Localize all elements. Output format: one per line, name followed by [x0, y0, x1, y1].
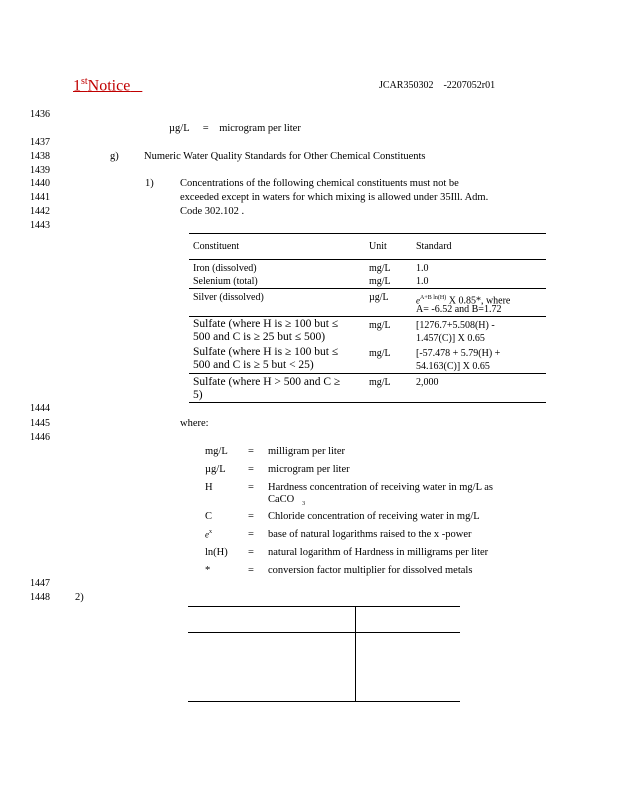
table-cell: 500 and C is ≥ 25 but ≤ 500) — [193, 331, 326, 343]
line-number: 1444 — [30, 403, 50, 414]
table-cell: 1.0 — [416, 263, 429, 274]
definition-term: H — [205, 482, 213, 493]
line-number: 1438 — [30, 151, 50, 162]
definition-eq: = — [248, 511, 254, 522]
table-rule — [189, 233, 546, 234]
table-cell: 2,000 — [416, 377, 439, 388]
table-cell: [-57.478 + 5.79(H) + — [416, 348, 501, 359]
table-cell: [1276.7+5.508(H) - — [416, 320, 495, 331]
table-cell: $e^{A+B ln(H)}$ X 0.85*, where — [416, 295, 511, 307]
where-label: where: — [180, 418, 209, 429]
definition-text: Chloride concentration of receiving water in mg/L — [268, 511, 480, 522]
definition-text: natural logarithm of Hardness in milligrams per liter — [268, 547, 489, 558]
table-cell: 54.163(C)] X 0.65 — [416, 361, 490, 372]
table-cell: 1.457(C)] X 0.65 — [416, 333, 485, 344]
definition-term: $e^x$ — [205, 529, 212, 540]
table-rule — [189, 259, 546, 260]
definition-text: Hardness concentration of receiving water in mg/L as — [268, 482, 493, 493]
table-cell: Sulfate (where H is ≥ 100 but ≤ — [193, 318, 339, 330]
table-rule — [189, 402, 546, 403]
definition-text: CaCO $_3$ — [268, 494, 306, 508]
table-cell: Silver (dissolved) — [193, 292, 264, 303]
definition-term: mg/L — [205, 446, 228, 457]
line-number: 1440 — [30, 178, 50, 189]
line-number: 1445 — [30, 418, 50, 429]
line-number: 1439 — [30, 165, 50, 176]
line-number: 1436 — [30, 109, 50, 120]
definition-term: µg/L — [205, 464, 226, 475]
line-number: 1448 — [30, 592, 50, 603]
table-cell: mg/L — [369, 263, 391, 274]
table-header: Standard — [416, 241, 452, 252]
definition-eq: = — [248, 547, 254, 558]
table-cell: mg/L — [369, 276, 391, 287]
definition-eq: = — [248, 446, 254, 457]
paragraph-label: 1) — [145, 178, 154, 189]
definition-term: ln(H) — [205, 547, 228, 558]
table-cell: mg/L — [369, 348, 391, 359]
definition-term: * — [205, 565, 211, 576]
definition-eq: = — [248, 482, 254, 493]
table-rule — [189, 373, 546, 374]
table-rule — [188, 701, 460, 702]
table-rule — [189, 288, 546, 289]
paragraph-line: Code 302.102 . — [180, 206, 245, 217]
table-cell: Iron (dissolved) — [193, 263, 257, 274]
definition-text: base of natural logarithms raised to the x -power — [268, 529, 472, 540]
table-rule — [189, 316, 546, 317]
table-divider — [355, 606, 356, 702]
notice-label: 1stNotice — [73, 76, 131, 95]
table-header: Constituent — [193, 241, 240, 252]
line-number: 1443 — [30, 220, 50, 231]
definition-text: microgram per liter — [268, 464, 350, 475]
definition-eq: = — [248, 565, 254, 576]
table-cell: Sulfate (where H > 500 and C ≥ — [193, 376, 341, 388]
line-number: 1437 — [30, 137, 50, 148]
unit-definition: µg/L = microgram per liter — [169, 123, 301, 134]
table-rule — [188, 632, 460, 633]
line-number: 1447 — [30, 578, 50, 589]
line-number: 1442 — [30, 206, 50, 217]
paragraph-label: 2) — [75, 592, 84, 603]
table-cell: mg/L — [369, 377, 391, 388]
document-id: JCAR350302 -2207052r01 — [379, 80, 496, 91]
definition-eq: = — [248, 529, 254, 540]
table-header: Unit — [369, 241, 387, 252]
table-cell: 1.0 — [416, 276, 429, 287]
table-cell: Sulfate (where H is ≥ 100 but ≤ — [193, 346, 339, 358]
line-number: 1446 — [30, 432, 50, 443]
table-cell: 5) — [193, 389, 203, 401]
table-cell: µg/L — [369, 292, 389, 303]
definition-text: conversion factor multiplier for dissolved metals — [268, 565, 473, 576]
definition-term: C — [205, 511, 213, 522]
table-cell: 500 and C is ≥ 5 but < 25) — [193, 359, 314, 371]
line-number: 1441 — [30, 192, 50, 203]
section-label: g) — [110, 151, 119, 162]
table-rule — [188, 606, 460, 607]
table-cell: mg/L — [369, 320, 391, 331]
paragraph-line: exceeded except in waters for which mixing is allowed under 35Ill. Adm. — [180, 192, 489, 203]
paragraph-line: Concentrations of the following chemical constituents must not be — [180, 178, 459, 189]
definition-eq: = — [248, 464, 254, 475]
table-cell: A= -6.52 and B=1.72 — [416, 304, 502, 315]
definition-text: milligram per liter — [268, 446, 345, 457]
section-title: Numeric Water Quality Standards for Other Chemical Constituents — [144, 151, 426, 162]
table-cell: Selenium (total) — [193, 276, 258, 287]
